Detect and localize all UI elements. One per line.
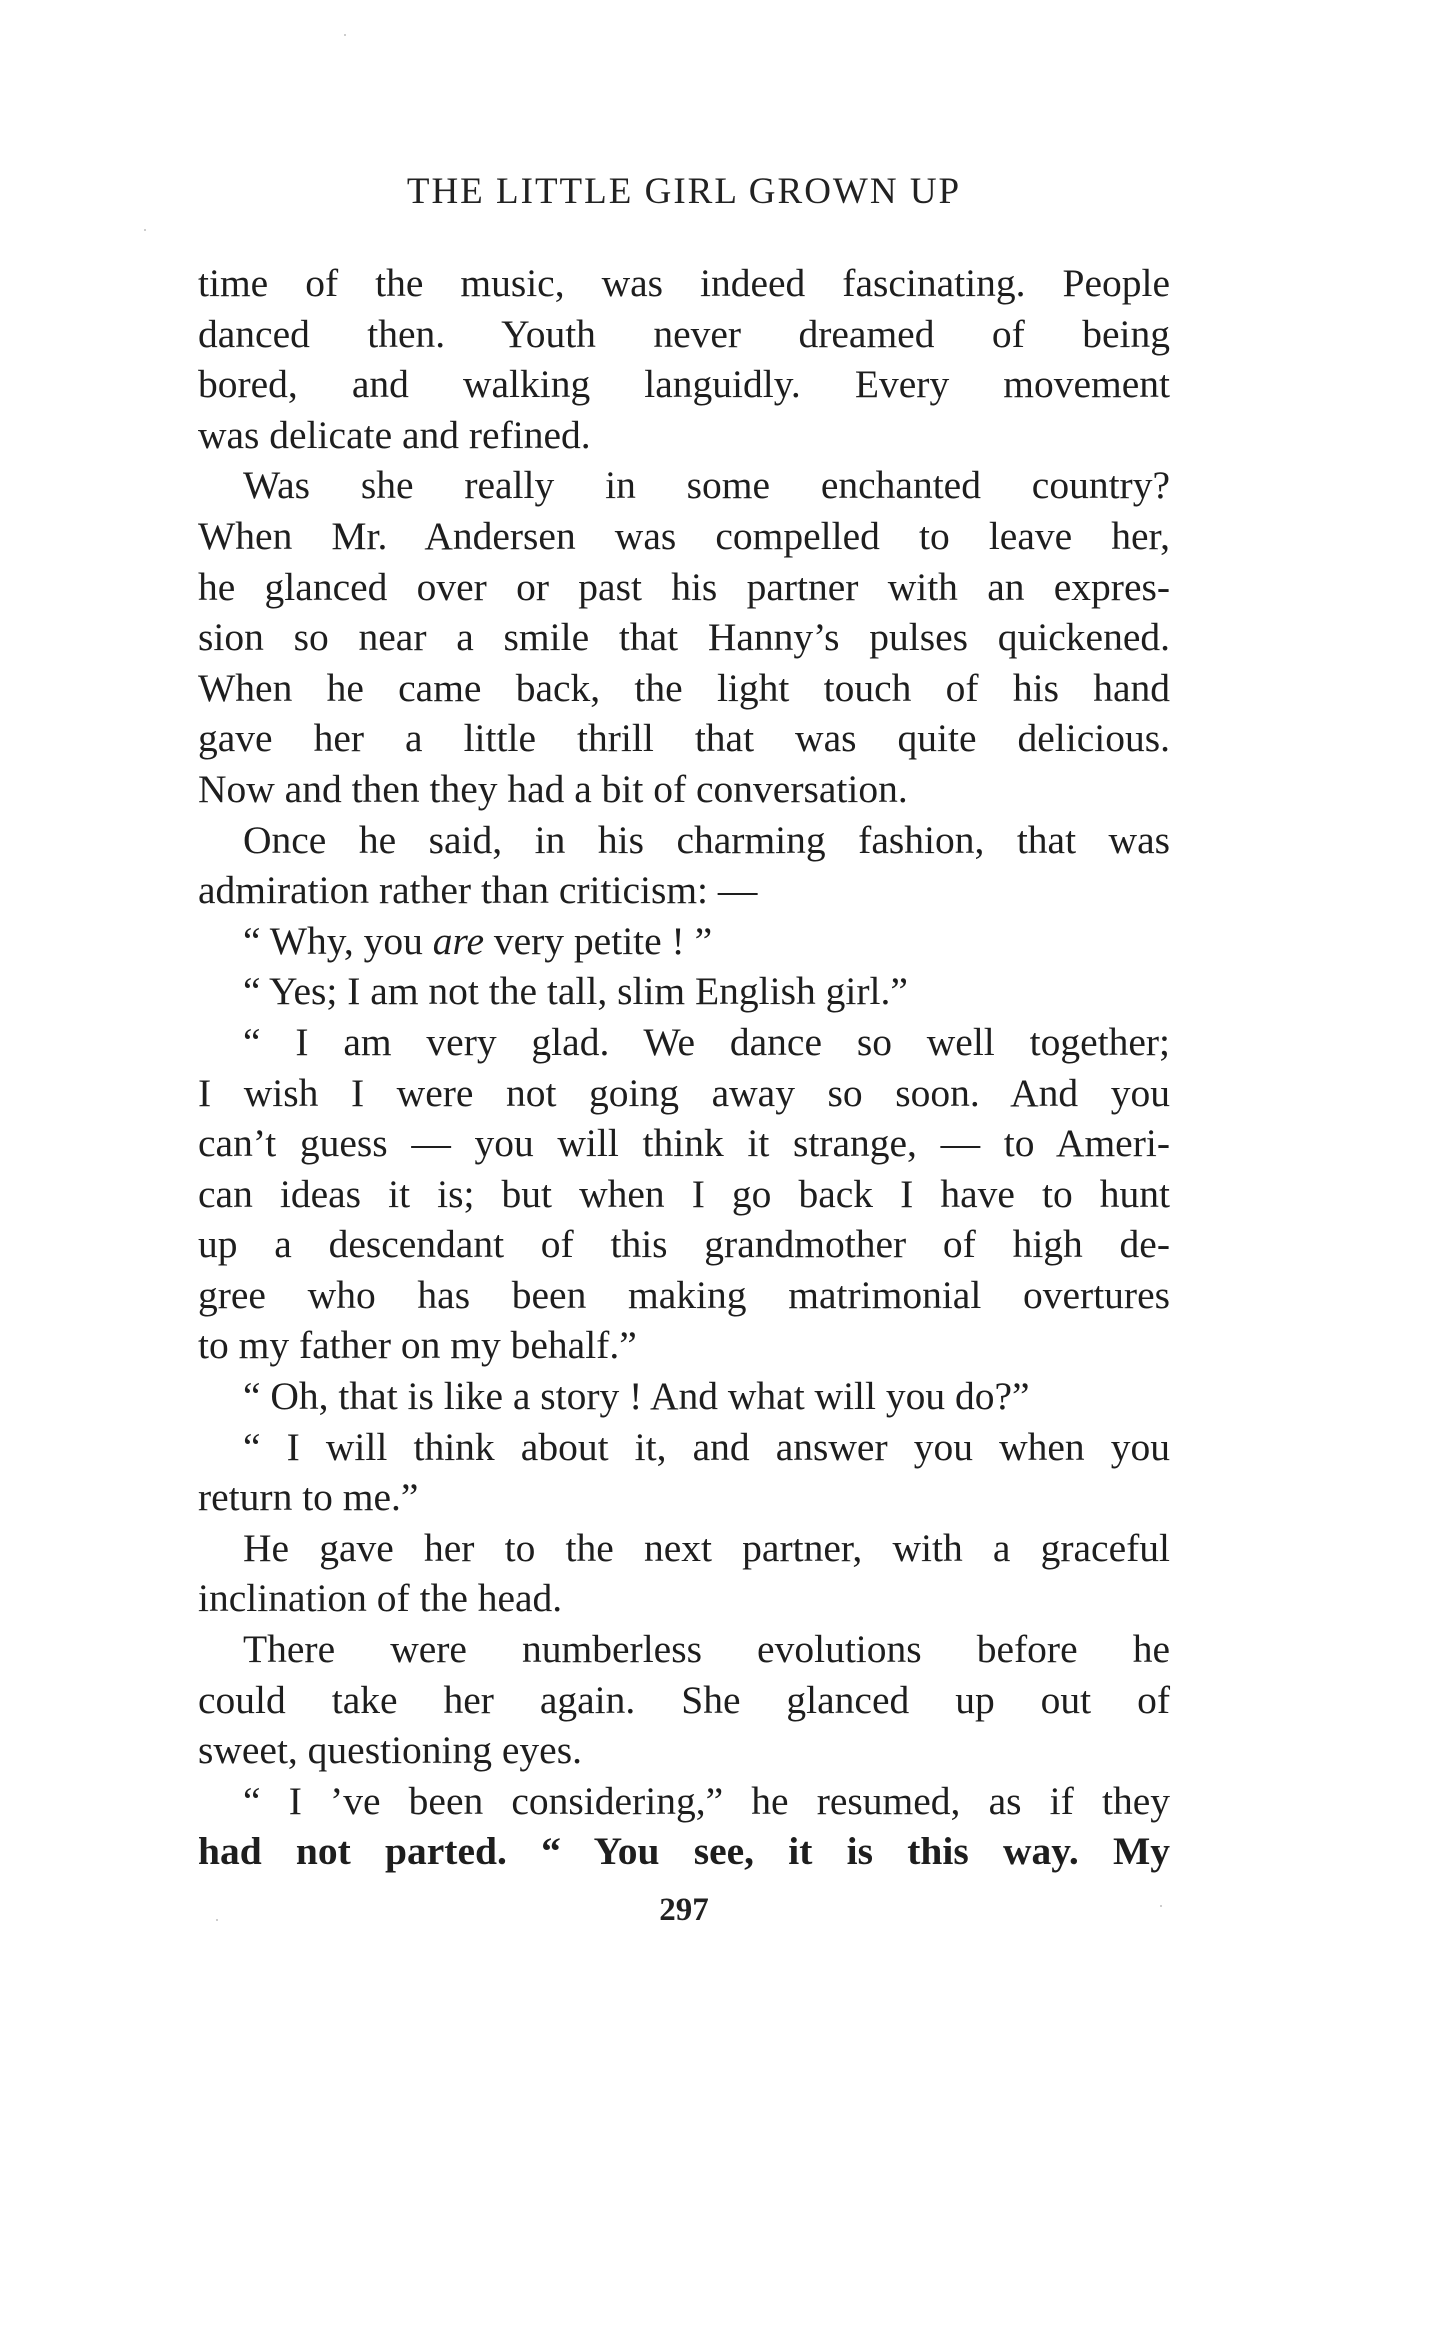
emphasis-text: are <box>432 918 484 963</box>
text-line: can’t guess — you will think it strange, — to Ameri- <box>198 1121 1170 1166</box>
text-line: time of the music, was indeed fascinating. People <box>198 261 1170 305</box>
text-line: can ideas it is; but when I go back I have to hunt <box>198 1171 1170 1216</box>
text-line: danced then. Youth never dreamed of being <box>198 311 1170 356</box>
text-line: he glanced over or past his partner with an expres- <box>198 564 1170 609</box>
text-line: gree who has been making matrimonial overtures <box>198 1272 1170 1317</box>
page-number: 297 <box>659 1892 709 1928</box>
text-line: had not parted. “ You see, it is this way. My <box>198 1829 1170 1874</box>
text-line: When he came back, the light touch of his hand <box>198 665 1170 710</box>
text-line: could take her again. She glanced up out of <box>198 1677 1170 1722</box>
running-head: THE LITTLE GIRL GROWN UP <box>406 171 962 212</box>
text-line: Once he said, in his charming fashion, that was <box>243 817 1170 862</box>
text-line: return to me.” <box>198 1475 419 1520</box>
text-line: “ I will think about it, and answer you when you <box>243 1424 1170 1469</box>
paper-speck <box>1160 1905 1162 1907</box>
text-line: admiration rather than criticism: — <box>198 868 758 913</box>
text-line: He gave her to the next partner, with a graceful <box>243 1525 1170 1570</box>
paper-speck <box>344 34 346 36</box>
text-line <box>198 916 1170 967</box>
text-line: When Mr. Andersen was compelled to leave her, <box>198 513 1170 558</box>
paper-speck <box>216 1919 218 1921</box>
text-line: gave her a little thrill that was quite delicious. <box>198 716 1170 761</box>
text-line: sweet, questioning eyes. <box>198 1728 582 1773</box>
text-line: Now and then they had a bit of conversation. <box>198 766 908 811</box>
text-line: up a descendant of this grandmother of high de- <box>198 1222 1170 1267</box>
text-line: Was she really in some enchanted country? <box>243 463 1170 508</box>
text-line: I wish I were not going away so soon. And you <box>198 1070 1170 1115</box>
text-line: bored, and walking languidly. Every movement <box>198 362 1170 407</box>
text-line: “ I ’ve been considering,” he resumed, as if they <box>243 1778 1170 1823</box>
paper-speck <box>144 229 146 231</box>
body-text <box>198 258 1170 1877</box>
text-line: sion so near a smile that Hanny’s pulses quickened. <box>198 615 1170 660</box>
text-line: “ I am very glad. We dance so well together; <box>243 1019 1170 1064</box>
text-line: “ Yes; I am not the tall, slim English girl.” <box>243 969 908 1014</box>
text-line: “ Oh, that is like a story ! And what will you do?” <box>243 1374 1030 1419</box>
text-line: inclination of the head. <box>198 1576 563 1621</box>
text-run: “ Why, you <box>243 918 433 963</box>
text-line: There were numberless evolutions before he <box>243 1627 1170 1672</box>
text-line: to my father on my behalf.” <box>198 1323 637 1368</box>
text-run: very petite ! ” <box>484 918 713 963</box>
text-line: was delicate and refined. <box>198 412 591 457</box>
